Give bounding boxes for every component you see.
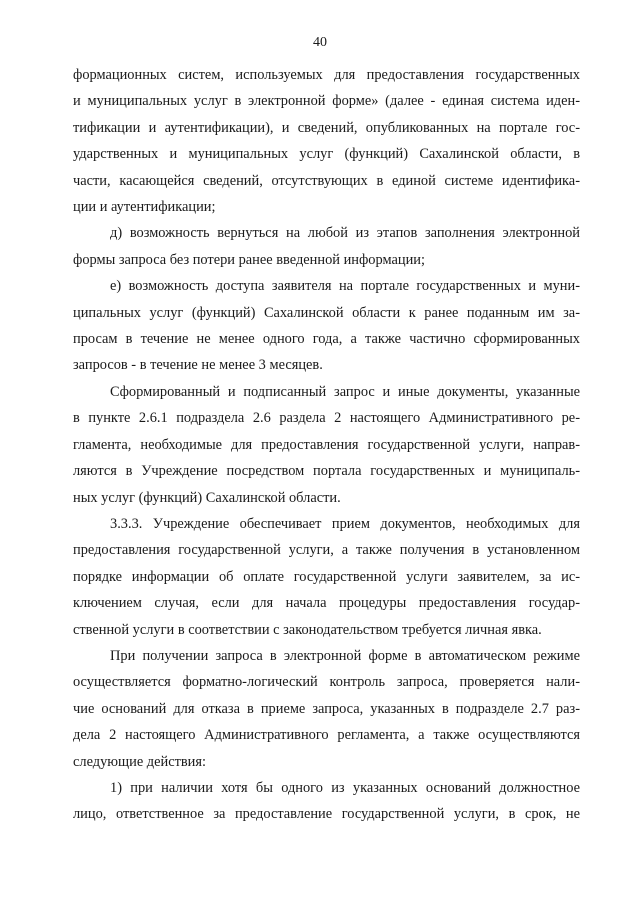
text-line: При получении запроса в электронной форме в автоматическом режиме bbox=[110, 647, 580, 664]
body-text bbox=[73, 62, 580, 828]
paragraph bbox=[73, 273, 580, 379]
text-line: ных услуг (функций) Сахалинской области. bbox=[73, 489, 341, 506]
text-line: осуществляется форматно-логический контроль запроса, проверяется нали- bbox=[73, 674, 580, 691]
text-line: предоставления государственной услуги, а также получения в установленном bbox=[73, 542, 580, 559]
text-line: тификации и аутентификации), и сведений, опубликованных на портале гос- bbox=[73, 119, 580, 136]
paragraph bbox=[73, 775, 580, 828]
text-line: запросов - в течение не менее 3 месяцев. bbox=[73, 357, 323, 374]
page-number: 40 bbox=[313, 35, 327, 50]
text-line: лицо, ответственное за предоставление государственной услуги, в срок, не bbox=[73, 806, 580, 823]
text-line: части, касающейся сведений, отсутствующих в единой системе идентифика- bbox=[73, 172, 580, 189]
text-line: формы запроса без потери ранее введенной информации; bbox=[73, 251, 425, 268]
text-line: Сформированный и подписанный запрос и иные документы, указанные bbox=[110, 383, 580, 400]
text-line: и муниципальных услуг в электронной форме» (далее - единая система иден- bbox=[73, 93, 580, 110]
text-line: ципальных услуг (функций) Сахалинской области к ранее поданным им за- bbox=[73, 304, 580, 321]
text-line: следующие действия: bbox=[73, 753, 207, 770]
text-line: гламента, необходимые для предоставления государственной услуги, направ- bbox=[73, 436, 580, 453]
text-line: 1) при наличии хотя бы одного из указанных оснований должностное bbox=[110, 779, 580, 796]
text-line: 3.3.3. Учреждение обеспечивает прием документов, необходимых для bbox=[110, 515, 580, 532]
paragraph bbox=[73, 511, 580, 643]
text-line: чие оснований для отказа в приеме запроса, указанных в подразделе 2.7 раз- bbox=[73, 700, 580, 717]
text-line: в пункте 2.6.1 подраздела 2.6 раздела 2 настоящего Административного ре- bbox=[73, 410, 580, 427]
text-line: ляются в Учреждение посредством портала государственных и муниципаль- bbox=[73, 463, 580, 480]
text-line: ственной услуги в соответствии с законодательством требуется личная явка. bbox=[73, 621, 542, 638]
paragraph bbox=[73, 220, 580, 273]
text-line: ключением случая, если для начала процедуры предоставления государ- bbox=[73, 595, 580, 612]
paragraph bbox=[73, 62, 580, 220]
text-line: порядке информации об оплате государственной услуги заявителем, за ис- bbox=[73, 568, 580, 585]
text-line: ударственных и муниципальных услуг (функций) Сахалинской области, в bbox=[73, 146, 580, 163]
text-line: е) возможность доступа заявителя на портале государственных и муни- bbox=[110, 278, 580, 295]
text-line: д) возможность вернуться на любой из этапов заполнения электронной bbox=[110, 225, 580, 242]
text-line: формационных систем, используемых для предоставления государственных bbox=[73, 67, 580, 83]
text-line: просам в течение не менее одного года, а также частично сформированных bbox=[73, 331, 580, 348]
text-line: дела 2 настоящего Административного регламента, а также осуществляются bbox=[73, 727, 580, 744]
paragraph bbox=[73, 379, 580, 511]
paragraph bbox=[73, 643, 580, 775]
text-line: ции и аутентификации; bbox=[73, 199, 216, 216]
